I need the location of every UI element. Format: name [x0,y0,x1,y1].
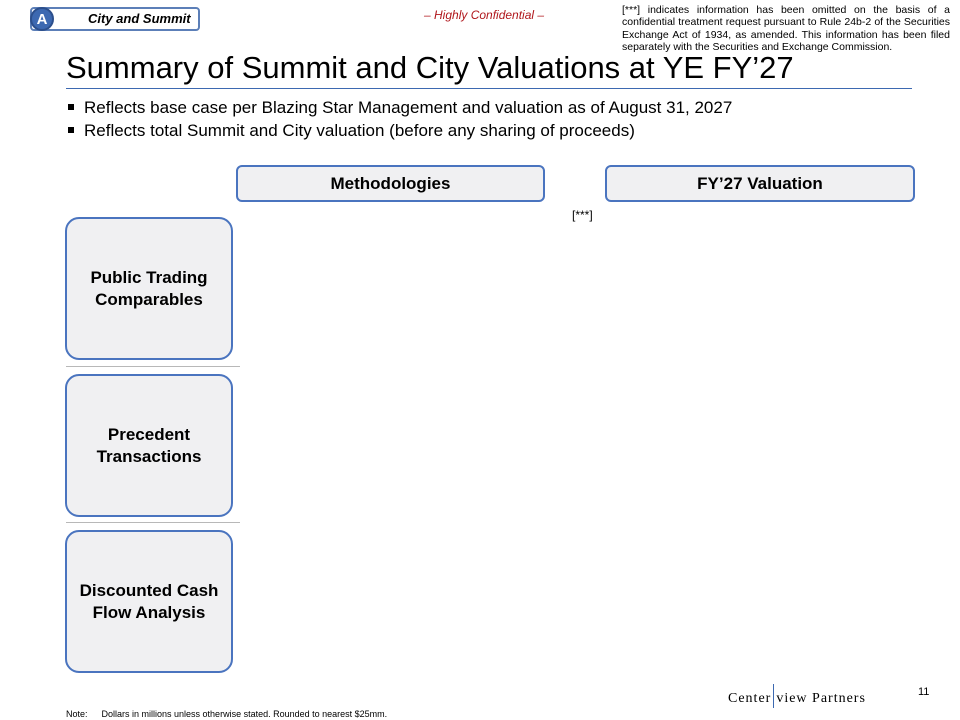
bullet-text: Reflects total Summit and City valuation (before any sharing of proceeds) [84,121,635,140]
footnote-label: Note: [66,709,88,719]
bullet-item [66,96,732,119]
row-divider [66,522,240,523]
bullet-text: Reflects base case per Blazing Star Management and valuation as of August 31, 2027 [84,98,733,117]
method-public-trading-comparables: Public Trading Comparables [65,217,233,360]
footnote [66,709,387,719]
row-divider [66,366,240,367]
methodologies-header: Methodologies [236,165,545,202]
title-divider [66,88,912,89]
page-title: Summary of Summit and City Valuations at YE FY’27 [66,50,794,85]
bullet-list [66,96,732,142]
logo-text-left: Center [728,691,772,706]
centerview-logo [728,684,866,708]
section-label: City and Summit [88,11,191,26]
section-letter-badge: A [30,7,54,31]
valuation-header: FY’27 Valuation [605,165,915,202]
logo-text-right: view Partners [776,691,866,706]
page-number: 11 [918,686,930,698]
section-tag [30,7,200,31]
omitted-marker: [***] [572,208,593,222]
bullet-item [66,119,732,142]
logo-divider [773,684,774,708]
disclaimer-text: [***] indicates information has been omitted on the basis of a confidential treatment request pursuant to Rule 24b-2 of the Securities Exchange Act of 1934, as amended. This information has been filed separately with the Securities and Exchange Commission. [622,4,950,53]
confidential-label: – Highly Confidential – [424,8,545,22]
bullet-square-icon [68,127,74,133]
bullet-square-icon [68,104,74,110]
footnote-text: Dollars in millions unless otherwise stated. Rounded to nearest $25mm. [101,709,388,719]
method-precedent-transactions: Precedent Transactions [65,374,233,517]
method-discounted-cash-flow: Discounted Cash Flow Analysis [65,530,233,673]
